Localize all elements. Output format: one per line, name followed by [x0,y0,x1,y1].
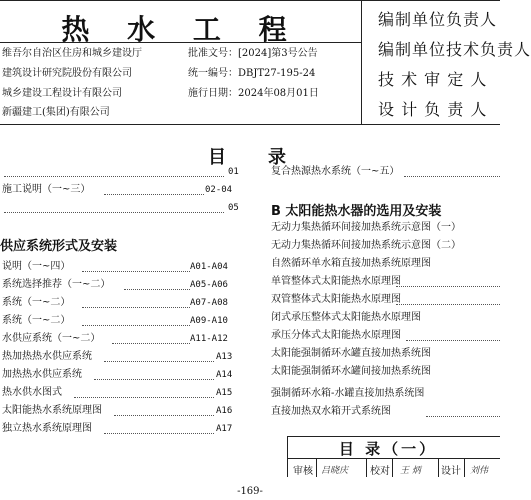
leader-dots [82,325,190,326]
cell-divider [464,458,465,477]
role-tech-head: 编制单位技术负责人 [378,40,531,59]
leader-dots [94,379,214,380]
toc-entry: 热水供水图式 [2,387,62,398]
reviewer-signature: 吕晓庆 [321,466,349,476]
toc-entry: 自然循环单水箱直接加热系统原理图 [271,258,431,269]
toc-entry: 双管整体式太阳能热水原理图 [271,294,401,305]
toc-entry: 复合热源热水系统（一~五） [271,166,400,177]
toc-heading-left: 目 [208,147,226,168]
cell-divider [438,458,439,477]
leader-dots [404,176,500,177]
role-reviewer: 技 术 审 定 人 [378,70,488,89]
toc-heading-right: 录 [268,147,286,168]
leader-dots [396,286,500,287]
approval-number: 批准文号：[2024]第3号公告 [188,48,318,59]
toc-entry: 说明（一~四） [2,261,71,272]
toc-entry: 强制循环水箱-水罐直接加热系统图 [271,388,425,399]
page-number: -169- [237,486,263,497]
leader-dots [114,415,214,416]
issuer-line-4: 新疆建工(集团)有限公司 [2,107,110,118]
checker-signature: 王 炳 [400,466,421,476]
leader-dots [112,343,190,344]
issuer-line-1: 维吾尔自治区住房和城乡建设厅 [2,48,142,59]
toc-code: A07-A08 [190,298,228,308]
toc-entry: 单管整体式太阳能热水原理图 [271,276,401,287]
leader-dots [406,340,500,341]
leader-dots [82,271,190,272]
toc-entry: 无动力集热循环间接加热系统示意图（一） [271,222,461,233]
toc-code: A13 [216,352,233,362]
toc-entry: 加热热水供应系统 [2,369,82,380]
toc-code: 02-04 [205,185,233,195]
role-design-lead: 设 计 负 责 人 [378,100,488,119]
toc-entry: 无动力集热循环间接加热系统示意图（二） [271,240,461,251]
leader-dots [426,416,500,417]
cell-divider [316,458,317,477]
signature-row [287,458,500,477]
toc-code: A01-A04 [190,262,228,272]
toc-entry: 系统选择推荐（一~二） [2,279,111,290]
toc-code: A05-A06 [190,280,228,290]
title-divider [0,42,362,43]
issuer-line-2: 建筑设计研究院股份有限公司 [2,68,132,79]
toc-entry: 承压分体式太阳能热水原理图 [271,330,401,341]
toc-entry: 系统（一~二） [2,315,71,326]
toc-entry: 热加热热水供应系统 [2,351,92,362]
toc-code: A09-A10 [190,316,228,326]
cell-divider [366,458,367,477]
toc-entry: 系统（一~二） [2,297,71,308]
document-title: 热 水 工 程 [61,13,301,46]
toc-code: A16 [216,406,233,416]
effective-date: 施行日期：2024年08月01日 [188,88,319,99]
title-block-title: 目 录（一） [338,440,438,458]
leader-dots [104,433,214,434]
toc-code: A17 [216,424,233,434]
toc-code: A11-A12 [190,334,228,344]
toc-code: 05 [228,203,239,213]
leader-dots [396,304,500,305]
leader-dots [82,307,190,308]
toc-entry: 闭式承压整体式太阳能热水原理图 [271,312,421,323]
leader-dots [124,289,190,290]
toc-entry: 水供应系统（一~二） [2,333,101,344]
reviewer-label: 审核 [293,466,313,477]
toc-entry: 太阳能热水系统原理图 [2,405,102,416]
toc-entry: 施工说明（一~三） [2,184,91,195]
leader-dots [104,361,214,362]
toc-code: A15 [216,388,233,398]
toc-code: A14 [216,370,233,380]
leader-dots [104,194,204,195]
toc-entry: 太阳能强制循环水罐间接加热系统图 [271,366,431,377]
designer-signature: 刘伟 [470,466,489,476]
toc-entry: 直接加热双水箱开式系统图 [271,406,391,417]
leader-dots [4,212,224,213]
checker-label: 校对 [370,466,390,477]
toc-section-heading: 供应系统形式及安装 [0,239,118,254]
cell-divider [392,458,393,477]
designer-label: 设计 [441,466,461,477]
leader-dots [74,397,214,398]
leader-dots [4,176,224,177]
issuer-line-3: 城乡建设工程设计有限公司 [2,88,122,99]
unified-number: 统一编号：DBJT27-195-24 [188,68,316,79]
toc-entry: 太阳能强制循环水罐直接加热系统图 [271,348,431,359]
toc-section-heading: B 太阳能热水器的选用及安装 [271,204,442,219]
toc-code: 01 [228,167,239,177]
role-unit-head: 编制单位负责人 [378,10,498,29]
toc-entry: 独立热水系统原理图 [2,423,92,434]
